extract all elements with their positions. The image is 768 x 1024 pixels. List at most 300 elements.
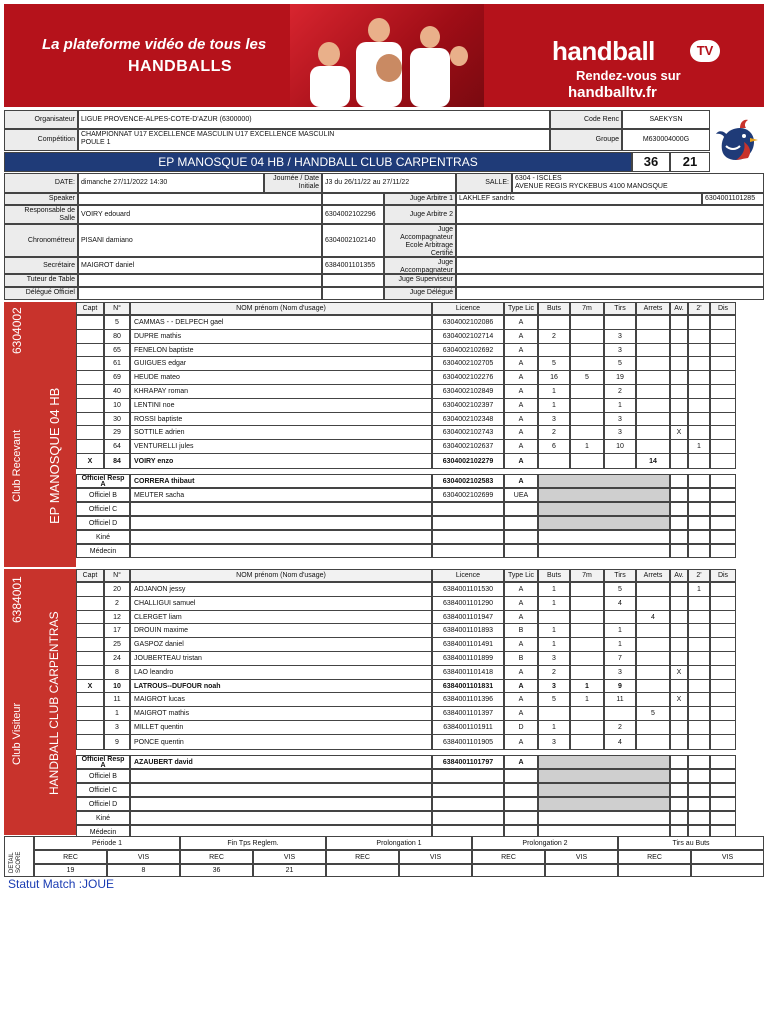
juge1-lic: 6304001101285 — [702, 193, 764, 205]
juge-sup-label: Juge Superviseur — [384, 274, 456, 287]
home-officiel-role — [76, 488, 130, 502]
away-player-tirs: 9 — [604, 679, 636, 694]
away-col-type-lic: Type Lic — [504, 569, 538, 582]
banner-url[interactable]: handballtv.fr — [568, 84, 657, 101]
groupe-value: M630004000G — [622, 129, 710, 151]
home-officiel-two-min — [688, 474, 710, 488]
competition-line1: CHAMPIONNAT U17 EXCELLENCE MASCULIN U17 EXCELLENCE MASCULIN — [81, 131, 335, 138]
away-officiel-role-line1: Médecin — [89, 829, 117, 836]
delegue-club-lic — [322, 287, 384, 300]
home-officiel-av — [670, 474, 688, 488]
handballtv-logo: handball — [552, 36, 655, 66]
home-player-num: 30 — [104, 412, 130, 427]
home-officiel-stats-blank — [538, 502, 670, 516]
away-player-name: LAO leandro — [130, 665, 432, 680]
home-player-arrets — [636, 439, 670, 454]
home-player-buts — [538, 453, 570, 469]
home-officiel-av — [670, 488, 688, 502]
away-player-capt — [76, 623, 104, 638]
away-player-two-min — [688, 651, 710, 666]
secretaire-label: Secrétaire — [4, 257, 78, 274]
away-player-name: MILLET quentin — [130, 720, 432, 735]
away-club-name: HANDBALL CLUB CARPENTRAS — [47, 611, 61, 795]
period-rec-score — [618, 864, 691, 877]
home-player-two-min — [688, 356, 710, 371]
home-player-licence: 6304002102849 — [432, 384, 504, 399]
home-player-type-lic: A — [504, 384, 538, 399]
home-player-num: 61 — [104, 356, 130, 371]
speaker-value — [78, 193, 322, 205]
tuteur-lic — [322, 274, 384, 287]
away-player-num: 12 — [104, 610, 130, 625]
home-player-num: 64 — [104, 439, 130, 454]
jaeac-value — [456, 224, 764, 257]
resp-salle-value: VOIRY edouard — [78, 205, 322, 224]
home-player-name: ROSSI baptiste — [130, 412, 432, 427]
away-col-arrets: Arrets — [636, 569, 670, 582]
home-player-dis — [710, 398, 736, 413]
away-officiel-type: A — [504, 755, 538, 769]
home-player-licence: 6304002102692 — [432, 343, 504, 358]
away-player-type-lic: B — [504, 623, 538, 638]
home-player-licence: 6304002102279 — [432, 453, 504, 469]
home-player-av — [670, 439, 688, 454]
away-officiel-dis — [710, 811, 736, 825]
home-player-num: 5 — [104, 315, 130, 330]
home-player-name: LENTINI noe — [130, 398, 432, 413]
away-player-7m — [570, 596, 604, 611]
away-officiel-stats-blank — [538, 811, 670, 825]
away-player-dis — [710, 651, 736, 666]
competition-value — [78, 129, 550, 151]
home-player-type-lic: A — [504, 398, 538, 413]
banner-players-image — [290, 4, 484, 107]
home-officiel-stats-blank — [538, 530, 670, 544]
delegue-club-label: Délégué Officiel — [4, 287, 78, 300]
away-col-7m: 7m — [570, 569, 604, 582]
away-officiel-role — [76, 783, 130, 797]
home-officiel-licence: 6304002102699 — [432, 488, 504, 502]
home-officiel-licence — [432, 544, 504, 558]
home-officiel-av — [670, 502, 688, 516]
away-player-7m — [570, 665, 604, 680]
home-player-7m — [570, 329, 604, 344]
away-player-capt — [76, 637, 104, 652]
home-player-type-lic: A — [504, 412, 538, 427]
away-player-tirs — [604, 706, 636, 721]
home-player-buts: 1 — [538, 384, 570, 399]
away-player-two-min — [688, 692, 710, 707]
away-player-name: MAIGROT lucas — [130, 692, 432, 707]
away-player-type-lic: A — [504, 637, 538, 652]
away-player-two-min — [688, 596, 710, 611]
home-player-buts: 3 — [538, 412, 570, 427]
away-officiel-stats-blank — [538, 755, 670, 769]
away-officiel-dis — [710, 797, 736, 811]
home-officiel-dis — [710, 516, 736, 530]
juge1-label: Juge Arbitre 1 — [384, 193, 456, 205]
away-player-av — [670, 720, 688, 735]
home-player-av: X — [670, 425, 688, 440]
home-col-7m: 7m — [570, 302, 604, 315]
away-player-av — [670, 651, 688, 666]
jaeac-label-line2: Accompagnateur — [400, 234, 453, 241]
away-player-type-lic: A — [504, 596, 538, 611]
away-player-7m — [570, 623, 604, 638]
home-officiel-role-line1: Officiel C — [88, 506, 118, 513]
away-player-type-lic: B — [504, 651, 538, 666]
away-player-buts: 3 — [538, 734, 570, 750]
home-player-type-lic: A — [504, 329, 538, 344]
home-player-licence: 6304002102086 — [432, 315, 504, 330]
away-officiel-av — [670, 797, 688, 811]
salle-label: SALLE: — [456, 173, 512, 193]
home-name-band — [34, 302, 76, 567]
away-officiel-type — [504, 811, 538, 825]
home-player-capt — [76, 425, 104, 440]
banner-cta: Rendez-vous sur — [576, 68, 681, 83]
away-player-arrets: 4 — [636, 610, 670, 625]
home-col-tirs: Tirs — [604, 302, 636, 315]
away-name-band — [34, 569, 76, 835]
away-player-capt — [76, 706, 104, 721]
juge-delegue-value — [456, 287, 764, 300]
away-officiel-av — [670, 769, 688, 783]
home-player-two-min — [688, 425, 710, 440]
away-player-arrets — [636, 623, 670, 638]
away-player-tirs: 1 — [604, 623, 636, 638]
away-col-tirs: Tirs — [604, 569, 636, 582]
away-player-capt — [76, 734, 104, 750]
home-officiel-role-line2: A — [100, 481, 106, 488]
home-player-licence: 6304002102276 — [432, 370, 504, 385]
away-player-dis — [710, 720, 736, 735]
salle-value — [512, 173, 764, 193]
home-club-role: Club Recevant — [11, 429, 23, 502]
away-player-licence: 6384001101396 — [432, 692, 504, 707]
competition-line2: POULE 1 — [81, 139, 111, 146]
away-player-type-lic: A — [504, 679, 538, 694]
away-player-capt — [76, 720, 104, 735]
home-officiel-name — [130, 516, 432, 530]
away-player-dis — [710, 596, 736, 611]
home-player-dis — [710, 370, 736, 385]
home-officiel-name — [130, 502, 432, 516]
journee-label-line2: Initiale — [298, 183, 319, 190]
detail-label-line2: SCORE — [16, 851, 22, 873]
home-player-capt — [76, 439, 104, 454]
home-officiel-role — [76, 502, 130, 516]
resp-salle-label — [4, 205, 78, 224]
code-renc-label: Code Renc — [550, 110, 622, 129]
home-officiel-name: MEUTER sacha — [130, 488, 432, 502]
home-officiel-name — [130, 544, 432, 558]
home-player-capt — [76, 370, 104, 385]
home-player-tirs: 5 — [604, 356, 636, 371]
away-officiel-type — [504, 797, 538, 811]
period-vis-label: VIS — [253, 850, 326, 864]
delegue-club-value — [78, 287, 322, 300]
score-home: 36 — [632, 152, 670, 172]
home-officiel-licence: 6304002102583 — [432, 474, 504, 488]
home-player-dis — [710, 439, 736, 454]
period-rec-score — [472, 864, 545, 877]
home-player-av — [670, 329, 688, 344]
away-player-num: 2 — [104, 596, 130, 611]
home-player-two-min — [688, 384, 710, 399]
home-officiel-type: UEA — [504, 488, 538, 502]
home-player-7m — [570, 315, 604, 330]
away-player-arrets — [636, 637, 670, 652]
home-player-num: 40 — [104, 384, 130, 399]
away-player-buts: 1 — [538, 637, 570, 652]
away-player-num: 11 — [104, 692, 130, 707]
away-player-num: 3 — [104, 720, 130, 735]
resp-salle-label-line2: Salle — [59, 215, 75, 222]
home-col-num: N° — [104, 302, 130, 315]
jaeac-label — [384, 224, 456, 257]
away-player-arrets — [636, 720, 670, 735]
jaeac-label-line4: Certifié — [430, 250, 453, 257]
away-player-type-lic: A — [504, 610, 538, 625]
away-officiel-two-min — [688, 783, 710, 797]
away-player-name: GASPOZ daniel — [130, 637, 432, 652]
period-label: Prolongation 1 — [326, 836, 472, 850]
period-vis-score — [545, 864, 618, 877]
speaker-label: Speaker — [4, 193, 78, 205]
away-player-av — [670, 623, 688, 638]
away-officiel-licence: 6384001101797 — [432, 755, 504, 769]
home-player-7m — [570, 356, 604, 371]
journee-label-line1: Journée / Date — [273, 175, 319, 182]
banner-tagline: La plateforme vidéo de tous les — [42, 36, 267, 53]
home-player-tirs: 3 — [604, 329, 636, 344]
period-rec-score: 36 — [180, 864, 253, 877]
away-player-capt — [76, 665, 104, 680]
salle-line2: AVENUE REGIS RYCKEBUS 4100 MANOSQUE — [515, 183, 668, 190]
away-player-7m: 1 — [570, 679, 604, 694]
home-officiel-two-min — [688, 488, 710, 502]
home-player-tirs — [604, 453, 636, 469]
home-player-arrets — [636, 315, 670, 330]
juge2-label: Juge Arbitre 2 — [384, 205, 456, 224]
away-player-dis — [710, 623, 736, 638]
home-player-7m: 1 — [570, 439, 604, 454]
away-player-buts: 3 — [538, 651, 570, 666]
away-officiel-licence — [432, 811, 504, 825]
away-player-buts: 3 — [538, 679, 570, 694]
away-player-two-min — [688, 623, 710, 638]
away-col-capt: Capt — [76, 569, 104, 582]
away-player-licence: 6384001101530 — [432, 582, 504, 597]
match-status: Statut Match :JOUE — [8, 877, 115, 891]
away-officiel-role — [76, 769, 130, 783]
home-officiel-type — [504, 502, 538, 516]
home-player-tirs: 10 — [604, 439, 636, 454]
away-player-buts — [538, 706, 570, 721]
period-rec-score: 19 — [34, 864, 107, 877]
away-player-two-min — [688, 720, 710, 735]
away-player-tirs: 7 — [604, 651, 636, 666]
promo-banner[interactable] — [4, 4, 764, 107]
away-player-capt — [76, 596, 104, 611]
home-player-7m — [570, 425, 604, 440]
away-officiel-role-line1: Kiné — [95, 815, 110, 822]
home-officiel-dis — [710, 530, 736, 544]
away-player-capt: X — [76, 679, 104, 694]
away-player-7m — [570, 582, 604, 597]
home-player-capt — [76, 356, 104, 371]
home-player-type-lic: A — [504, 315, 538, 330]
home-player-two-min — [688, 370, 710, 385]
away-officiel-role-line2: A — [100, 762, 106, 769]
juge-sup-value — [456, 274, 764, 287]
away-player-7m — [570, 651, 604, 666]
away-officiel-dis — [710, 783, 736, 797]
away-player-dis — [710, 734, 736, 750]
away-player-name: JOUBERTEAU tristan — [130, 651, 432, 666]
away-player-name: LATROUS--DUFOUR noah — [130, 679, 432, 694]
home-player-av — [670, 384, 688, 399]
home-officiel-role-line1: Médecin — [89, 548, 117, 555]
away-player-7m — [570, 720, 604, 735]
home-player-num: 10 — [104, 398, 130, 413]
home-player-num: 65 — [104, 343, 130, 358]
away-player-dis — [710, 665, 736, 680]
home-officiel-dis — [710, 502, 736, 516]
away-officiel-two-min — [688, 811, 710, 825]
period-label: Tirs au Buts — [618, 836, 764, 850]
away-player-buts: 1 — [538, 720, 570, 735]
home-player-two-min — [688, 315, 710, 330]
period-vis-label: VIS — [399, 850, 472, 864]
away-col-num: N° — [104, 569, 130, 582]
away-officiel-role-line1: Officiel D — [88, 801, 118, 808]
away-player-dis — [710, 692, 736, 707]
home-officiel-dis — [710, 544, 736, 558]
period-label: Période 1 — [34, 836, 180, 850]
home-player-7m: 5 — [570, 370, 604, 385]
home-player-type-lic: A — [504, 425, 538, 440]
away-player-num: 20 — [104, 582, 130, 597]
period-rec-label: REC — [180, 850, 253, 864]
period-rec-score — [326, 864, 399, 877]
salle-line1: 6304 - ISCLES — [515, 175, 562, 182]
home-officiel-role — [76, 516, 130, 530]
home-officiel-role-line1: Officiel Resp — [81, 475, 125, 482]
away-player-two-min — [688, 734, 710, 750]
away-col-two-min: 2' — [688, 569, 710, 582]
home-player-buts: 1 — [538, 398, 570, 413]
home-player-buts: 2 — [538, 425, 570, 440]
away-player-av — [670, 734, 688, 750]
away-player-licence: 6384001101905 — [432, 734, 504, 750]
period-vis-score: 21 — [253, 864, 326, 877]
ja-label-line2: Accompagnateur — [400, 267, 453, 274]
away-player-licence: 6384001101418 — [432, 665, 504, 680]
home-player-two-min: 1 — [688, 439, 710, 454]
away-player-7m — [570, 637, 604, 652]
home-officiel-av — [670, 544, 688, 558]
home-officiel-role-line1: Officiel D — [88, 520, 118, 527]
period-vis-label: VIS — [691, 850, 764, 864]
ja-label-line1: Juge — [437, 259, 453, 266]
away-side-band — [4, 569, 34, 835]
speaker-lic — [322, 193, 384, 205]
away-player-licence: 6384001101947 — [432, 610, 504, 625]
home-player-num: 69 — [104, 370, 130, 385]
home-officiel-role — [76, 474, 130, 488]
away-player-arrets — [636, 582, 670, 597]
away-col-buts: Buts — [538, 569, 570, 582]
away-player-buts: 2 — [538, 665, 570, 680]
home-officiel-licence — [432, 530, 504, 544]
away-club-role: Club Visiteur — [11, 702, 23, 765]
home-officiel-two-min — [688, 502, 710, 516]
away-player-licence: 6384001101491 — [432, 637, 504, 652]
away-officiel-av — [670, 783, 688, 797]
away-player-7m — [570, 734, 604, 750]
home-player-name: CAMMAS - - DELPECH gael — [130, 315, 432, 330]
home-officiel-type — [504, 516, 538, 530]
away-officiel-stats-blank — [538, 797, 670, 811]
away-player-av — [670, 596, 688, 611]
away-player-av: X — [670, 692, 688, 707]
period-rec-label: REC — [472, 850, 545, 864]
away-player-num: 1 — [104, 706, 130, 721]
away-officiel-name — [130, 811, 432, 825]
home-player-name: VENTURELLI jules — [130, 439, 432, 454]
away-officiel-av — [670, 755, 688, 769]
home-officiel-stats-blank — [538, 516, 670, 530]
away-player-buts: 1 — [538, 623, 570, 638]
juge1-value: LAKHLEF sandric — [456, 193, 702, 205]
score-away: 21 — [670, 152, 710, 172]
ja-value — [456, 257, 764, 274]
home-player-capt — [76, 315, 104, 330]
away-player-capt — [76, 582, 104, 597]
away-officiel-licence — [432, 797, 504, 811]
away-player-two-min: 1 — [688, 582, 710, 597]
date-label: DATE: — [4, 173, 78, 193]
home-player-capt — [76, 329, 104, 344]
home-player-arrets — [636, 329, 670, 344]
away-player-num: 24 — [104, 651, 130, 666]
home-player-type-lic: A — [504, 453, 538, 469]
home-officiel-type: A — [504, 474, 538, 488]
home-player-arrets — [636, 425, 670, 440]
handballtv-badge: TV — [690, 40, 720, 62]
home-player-name: DUPRE mathis — [130, 329, 432, 344]
chrono-value: PISANI damiano — [78, 224, 322, 257]
home-player-licence: 6304002102743 — [432, 425, 504, 440]
home-col-av: Av. — [670, 302, 688, 315]
home-player-two-min — [688, 329, 710, 344]
secretaire-value: MAIGROT daniel — [78, 257, 322, 274]
home-player-buts: 2 — [538, 329, 570, 344]
tuteur-value — [78, 274, 322, 287]
away-player-licence: 6384001101911 — [432, 720, 504, 735]
home-player-licence: 6304002102397 — [432, 398, 504, 413]
home-player-arrets — [636, 370, 670, 385]
away-player-tirs: 4 — [604, 734, 636, 750]
away-officiel-stats-blank — [538, 769, 670, 783]
away-player-arrets — [636, 651, 670, 666]
organisateur-value: LIGUE PROVENCE-ALPES-COTE-D'AZUR (6300000) — [78, 110, 550, 129]
home-player-type-lic: A — [504, 370, 538, 385]
away-col-av: Av. — [670, 569, 688, 582]
away-officiel-two-min — [688, 755, 710, 769]
